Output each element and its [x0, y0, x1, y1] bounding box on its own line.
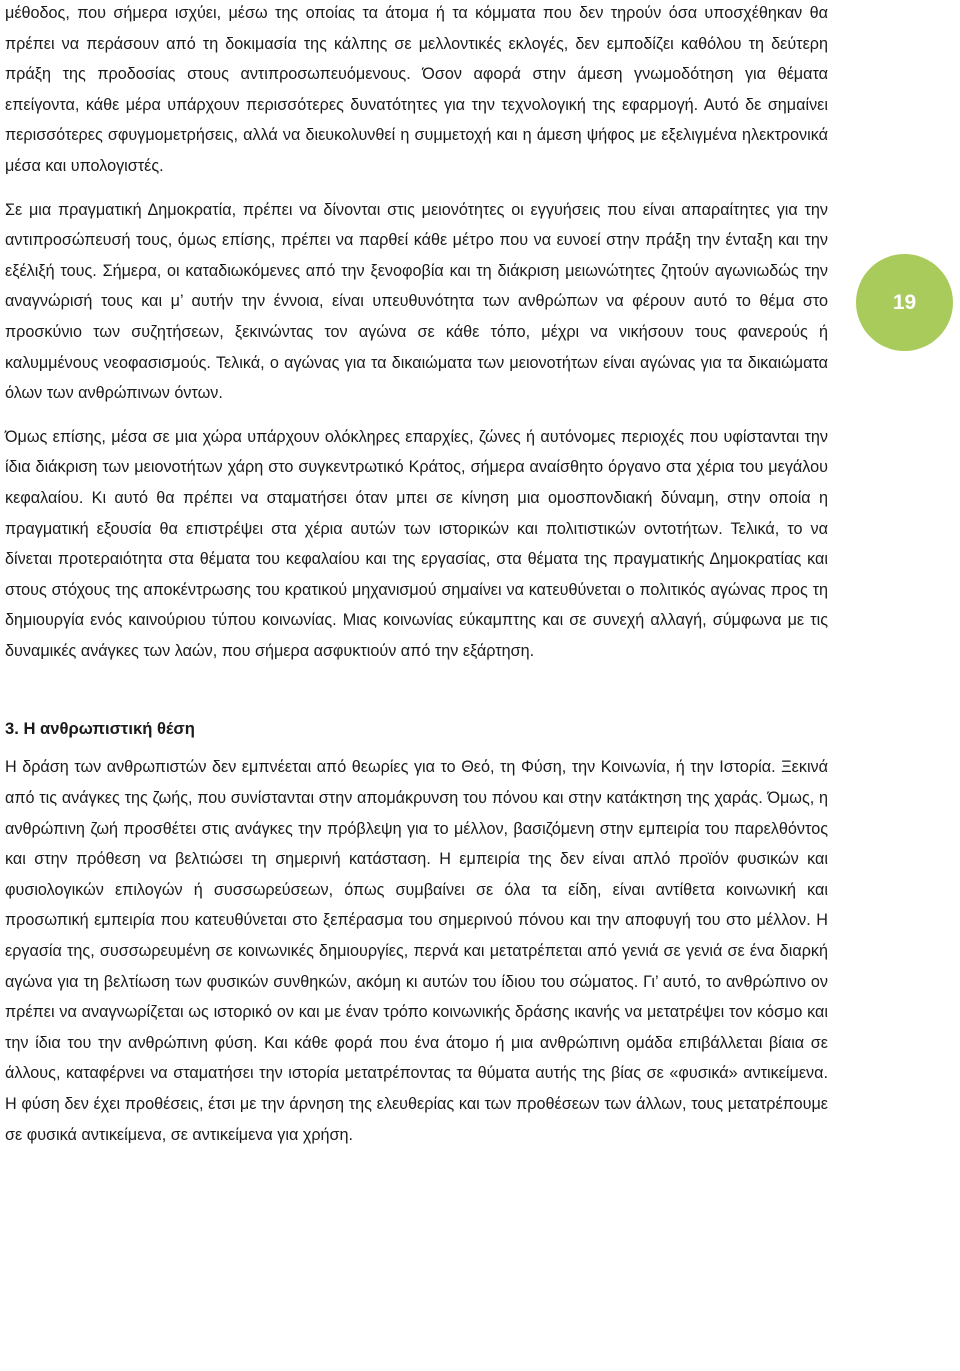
page-number-badge	[856, 254, 953, 351]
section-heading: 3. Η ανθρωπιστική θέση	[5, 719, 195, 739]
paragraph-3: Όμως επίσης, μέσα σε μια χώρα υπάρχουν ολόκληρες επαρχίες, ζώνες ή αυτόνομες περιοχές που υφίστανται την ίδια διάκριση των μειονοτήτων χάρη στο συγκεντρωτικό Κράτος, σήμερα αναίσθητο όργανο στα χέρια του μεγάλου κεφαλαίου. Κι αυτό θα πρέπει να σταματήσει όταν μπει σε κίνηση μια ομοσπονδιακή δύναμη, στην οποία η πραγματική εξουσία θα επιστρέψει στα χέρια αυτών των ιστορικών και πολιτιστικών οντοτήτων. Τελικά, το να δίνεται προτεραιότητα στα θέματα του κεφαλαίου και της εργασίας, στα θέματα της πραγματικής Δημοκρατίας και στους στόχους της αποκέντρωσης του κρατικού μηχανισμού σημαίνει να κατευθύνεται ο πολιτικός αγώνας προς τη δημιουργία ενός καινούριου τύπου κοινωνίας. Μιας κοινωνίας εύκαμπτης και σε συνεχή αλλαγή, σύμφωνα με τις δυναμικές ανάγκες των λαών, που σήμερα ασφυκτιούν από την εξάρτηση.	[5, 427, 828, 660]
paragraph-2: Σε μια πραγματική Δημοκρατία, πρέπει να δίνονται στις μειονότητες οι εγγυήσεις που είναι απαραίτητες για την αντιπροσώπευσή τους, όμως επίσης, πρέπει να παρθεί κάθε μέτρο που να ευνοεί στην πράξη την ένταξη και την εξέλιξή τους. Σήμερα, οι καταδιωκόμενες από την ξενοφοβία και τη διάκριση μειωνώτητες ζητούν αγωνιωδώς την αναγνώρισή τους και μ’ αυτήν την έννοια, είναι υπευθυνότητα των ανθρώπων να φέρουν αυτό το θέμα στο προσκύνιο των συζητήσεων, ξεκινώντας τον αγώνα σε κάθε τόπο, μέχρι να νικήσουν τους φανερούς ή καλυμμένους νεοφασισμούς. Τελικά, ο αγώνας για τα δικαιώματα των μειονοτήτων είναι αγώνας για τα δικαιώματα όλων των ανθρώπινων όντων.	[5, 200, 828, 403]
page-number: 19	[892, 290, 917, 314]
paragraph-1: μέθοδος, που σήμερα ισχύει, μέσω της οποίας τα άτομα ή τα κόμματα που δεν τηρούν όσα υποσχέθηκαν θα πρέπει να περάσουν από τη δοκιμασία της κάλπης σε μελλοντικές εκλογές, δεν εμποδίζει καθόλου τη δεύτερη πράξη της προδοσίας στους αντιπροσωπευόμενους. Όσον αφορά στην άμεση γνωμοδότηση για θέματα επείγοντα, κάθε μέρα υπάρχουν περισσότερες δυνατότητες για την τεχνολογική της εφαρμογή. Αυτό δε σημαίνει περισσότερες σφυγμομετρήσεις, αλλά να διευκολυνθεί η συμμετοχή και η άμεση ψήφος με εξελιγμένα ηλεκτρονικά μέσα και υπολογιστές.	[5, 4, 828, 175]
paragraph-4: Η δράση των ανθρωπιστών δεν εμπνέεται από θεωρίες για το Θεό, τη Φύση, την Κοινωνία, ή την Ιστορία. Ξεκινά από τις ανάγκες της ζωής, που συνίστανται στην απομάκρυνση του πόνου και στην κατάκτηση της χαράς. Όμως, η ανθρώπινη ζωή προσθέτει στις ανάγκες την πρόβλεψη για το μέλλον, βασιζόμενη στην εμπειρία του παρελθόντος και στην πρόθεση να βελτιώσει τη σημερινή κατάσταση. Η εμπειρία της δεν είναι απλό προϊόν φυσικών και φυσιολογικών επιλογών ή συσσωρεύσεων, όπως συμβαίνει σε όλα τα είδη, είναι αντίθετα κοινωνική και προσωπική εμπειρία που κατευθύνεται στο ξεπέρασμα του σημερινού πόνου και την αποφυγή του στο μέλλον. Η εργασία της, συσσωρευμένη σε κοινωνικές δημιουργίες, περνά και μετατρέπεται από γενιά σε γενιά σε ένα διαρκή αγώνα για τη βελτίωση των φυσικών συνθηκών, ακόμη κι αυτών του ίδιου του σώματος. Γι’ αυτό, το ανθρώπινο ον πρέπει να αναγνωρίζεται ως ιστορικό ον και με έναν τρόπο κοινωνικής δράσης ικανής να μετατρέψει τον κόσμο και την ίδια του την ανθρώπινη φύση. Και κάθε φορά που ένα άτομο ή μια ανθρώπινη ομάδα επιβάλλεται βίαια σε άλλους, καταφέρνει να σταματήσει την ιστορία μετατρέποντας τα θύματα αυτής της βίας σε «φυσικά» αντικείμενα. Η φύση δεν έχει προθέσεις, έτσι με την άρνηση της ελευθερίας και των προθέσεων των άλλων, τους μετατρέπουμε σε φυσικά αντικείμενα, σε αντικείμενα για χρήση.	[5, 758, 828, 1144]
body-text-column	[5, 0, 828, 1150]
